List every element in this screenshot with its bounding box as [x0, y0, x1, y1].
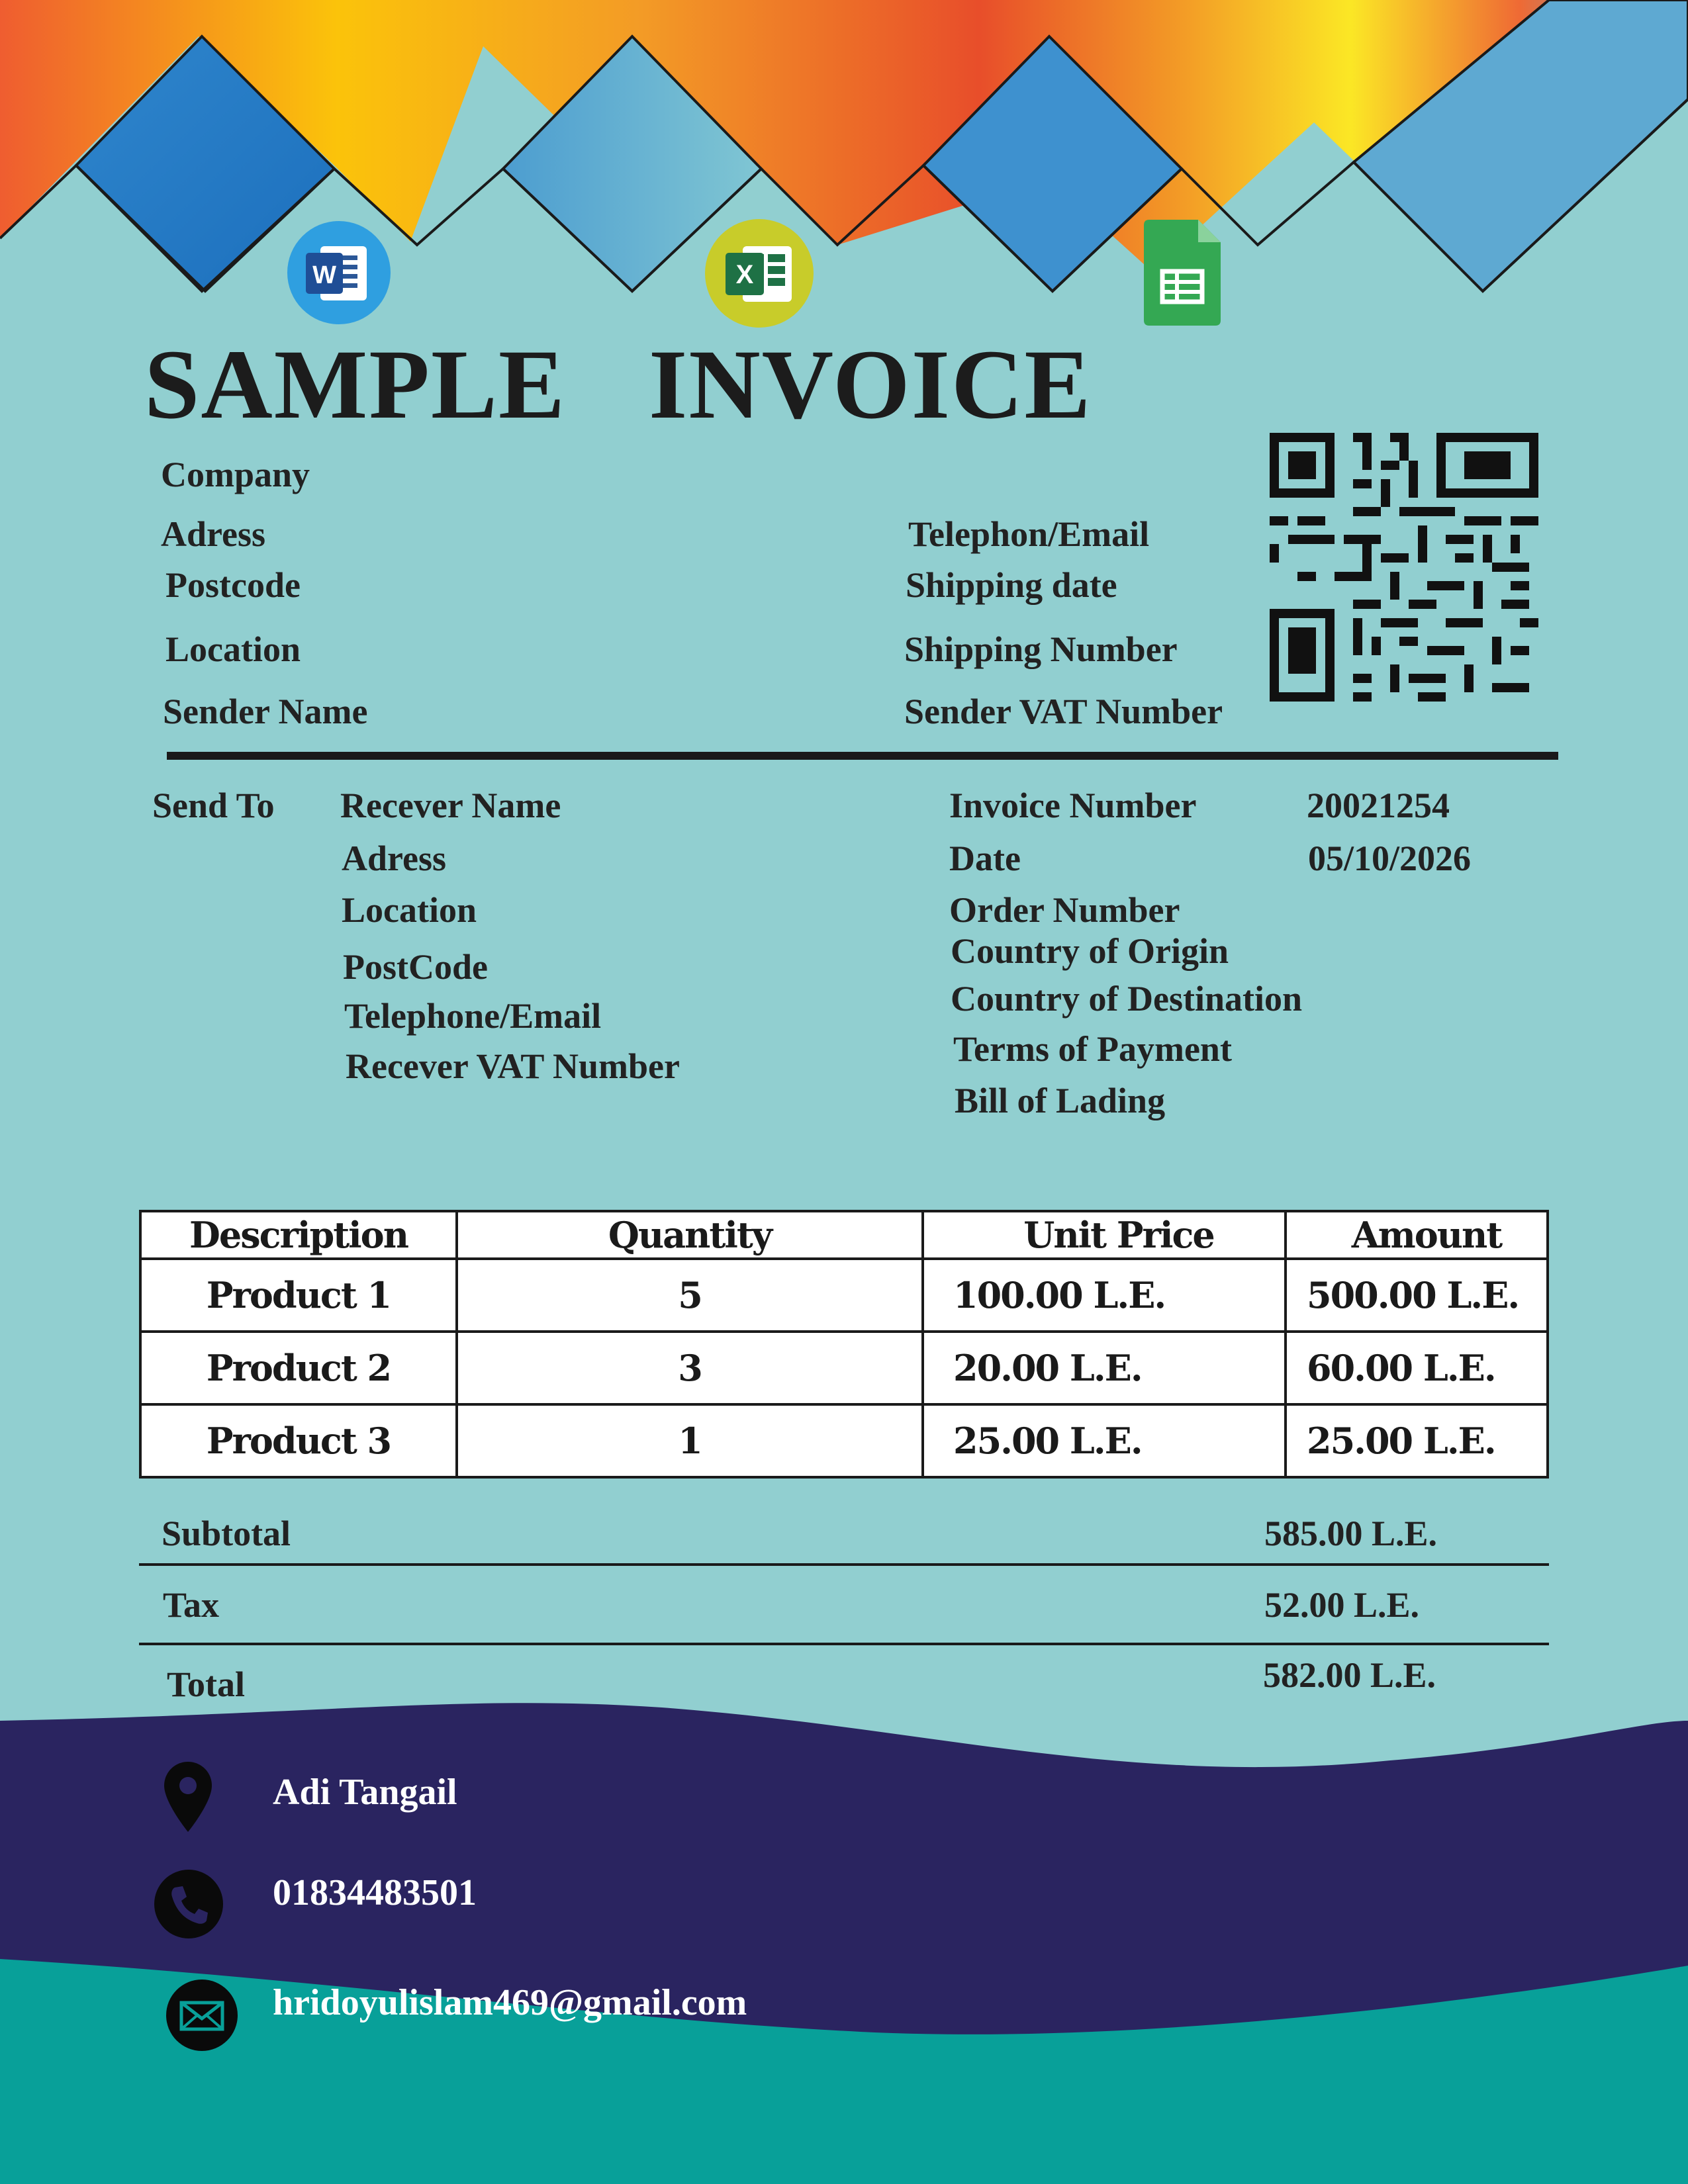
- tax-value: 52.00 L.E.: [1264, 1585, 1420, 1625]
- title-invoice: INVOICE: [649, 330, 1092, 439]
- country-origin-label: Country of Origin: [951, 931, 1229, 971]
- table-header-row: [140, 1211, 1548, 1259]
- footer-email: hridoyulislam469@gmail.com: [273, 1982, 747, 2023]
- subtotal-label: Subtotal: [162, 1514, 291, 1553]
- table-row: [140, 1332, 1548, 1404]
- excel-icon: [703, 217, 816, 330]
- header-unit-price: Unit Price: [923, 1211, 1286, 1259]
- row-quantity: 5: [457, 1259, 923, 1332]
- receiver-address-label: Adress: [342, 839, 447, 878]
- tax-divider: [139, 1643, 1549, 1645]
- header-amount: Amount: [1286, 1211, 1548, 1259]
- subtotal-value: 585.00 L.E.: [1264, 1514, 1438, 1553]
- sender-name-label: Sender Name: [163, 692, 368, 731]
- country-destination-label: Country of Destination: [951, 979, 1303, 1019]
- header-quantity: Quantity: [457, 1211, 923, 1259]
- svg-text:W: W: [312, 261, 336, 289]
- terms-payment-label: Terms of Payment: [953, 1029, 1232, 1069]
- row-amount: 25.00 L.E.: [1286, 1404, 1548, 1477]
- shipping-date-label: Shipping date: [906, 565, 1117, 605]
- receiver-vat-label: Recever VAT Number: [346, 1046, 680, 1086]
- invoice-number-label: Invoice Number: [949, 786, 1197, 825]
- subtotal-divider: [139, 1563, 1549, 1566]
- shipping-number-label: Shipping Number: [904, 629, 1178, 669]
- telephone-email-label: Telephon/Email: [908, 514, 1150, 554]
- sender-vat-label: Sender VAT Number: [904, 692, 1223, 731]
- location-pin-icon: [163, 1760, 213, 1833]
- order-number-label: Order Number: [949, 890, 1180, 930]
- location-label: Location: [165, 629, 301, 669]
- header-divider: [167, 752, 1558, 760]
- row-unit-price: 20.00 L.E.: [923, 1332, 1286, 1404]
- phone-icon: [154, 1869, 224, 1939]
- svg-text:X: X: [735, 260, 754, 289]
- row-description: Product 1: [140, 1259, 457, 1332]
- row-unit-price: 100.00 L.E.: [923, 1259, 1286, 1332]
- header-description: Description: [140, 1211, 457, 1259]
- tax-label: Tax: [163, 1585, 220, 1625]
- row-unit-price: 25.00 L.E.: [923, 1404, 1286, 1477]
- invoice-number-value: 20021254: [1307, 786, 1450, 825]
- footer-phone: 01834483501: [273, 1872, 477, 1913]
- total-value: 582.00 L.E.: [1263, 1655, 1436, 1695]
- row-amount: 500.00 L.E.: [1286, 1259, 1548, 1332]
- date-value: 05/10/2026: [1308, 839, 1472, 878]
- postcode-label: Postcode: [165, 565, 301, 605]
- google-sheets-icon: [1144, 220, 1221, 326]
- row-description: Product 2: [140, 1332, 457, 1404]
- row-amount: 60.00 L.E.: [1286, 1332, 1548, 1404]
- row-description: Product 3: [140, 1404, 457, 1477]
- date-label: Date: [949, 839, 1021, 878]
- qr-code-icon: [1270, 433, 1538, 702]
- row-quantity: 1: [457, 1404, 923, 1477]
- bill-lading-label: Bill of Lading: [955, 1081, 1166, 1120]
- word-icon: [286, 220, 392, 326]
- total-label: Total: [167, 1664, 246, 1704]
- title-sample: SAMPLE: [144, 330, 567, 439]
- footer-address: Adi Tangail: [273, 1772, 457, 1813]
- items-table: [139, 1210, 1549, 1479]
- mail-icon: [165, 1979, 238, 2052]
- row-quantity: 3: [457, 1332, 923, 1404]
- receiver-name-label: Recever Name: [340, 786, 561, 825]
- receiver-postcode-label: PostCode: [343, 947, 488, 987]
- receiver-telephone-email-label: Telephone/Email: [344, 996, 602, 1036]
- address-label: Adress: [161, 514, 266, 554]
- send-to-label: Send To: [152, 786, 275, 825]
- table-row: [140, 1259, 1548, 1332]
- table-row: [140, 1404, 1548, 1477]
- company-label: Company: [161, 455, 310, 494]
- receiver-location-label: Location: [342, 890, 477, 930]
